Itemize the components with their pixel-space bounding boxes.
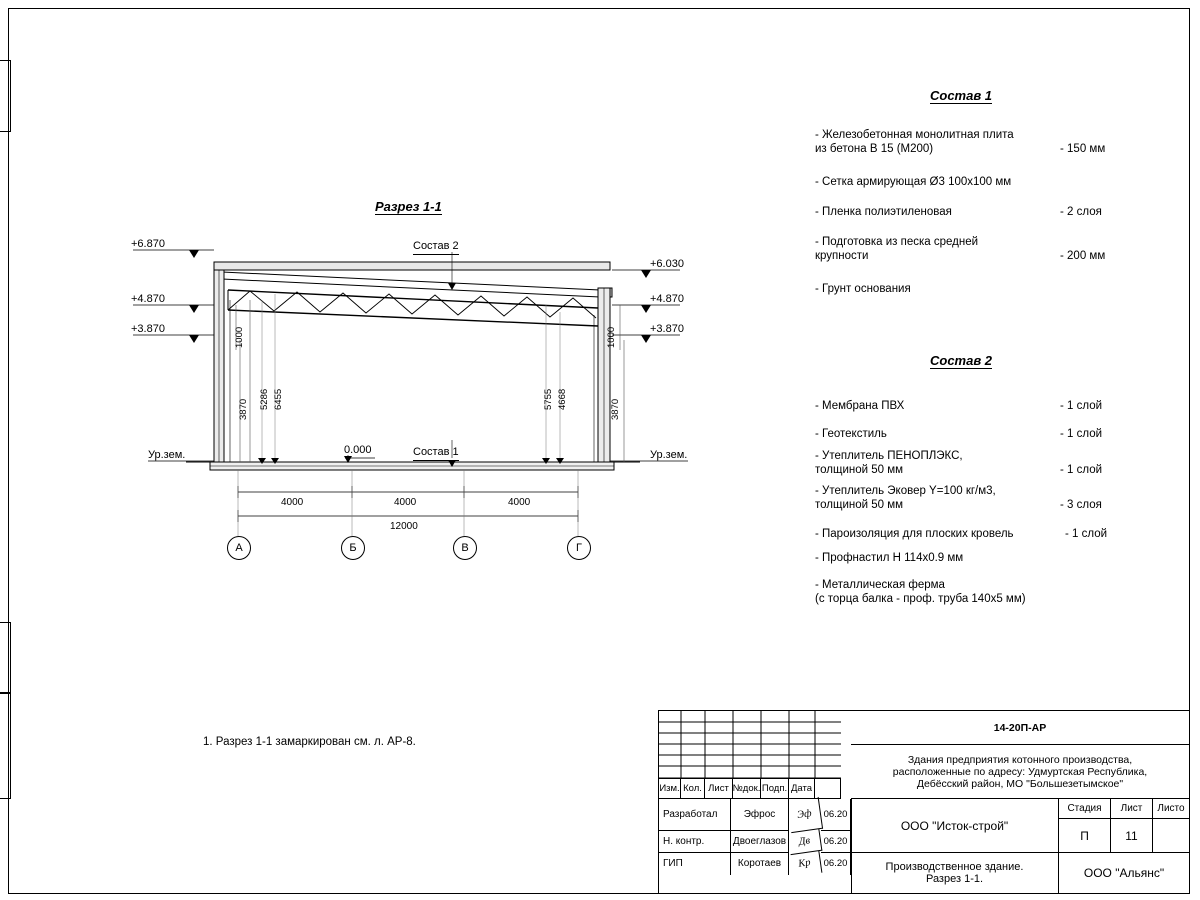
hdim-2: 4000 xyxy=(394,497,417,508)
elevation-right-2: +4.870 xyxy=(650,293,684,305)
elevation-right-3: +3.870 xyxy=(650,323,684,335)
spec-2-title: Состав 2 xyxy=(930,353,993,368)
spec-1-item-3-value: - 200 мм xyxy=(1060,250,1106,262)
tb-sign-0: Эф xyxy=(787,797,823,833)
spec-2-item-0-text: - Мембрана ПВХ xyxy=(815,400,905,412)
tb-sheet-header: Лист xyxy=(1111,799,1153,819)
spec-1-item-1 xyxy=(815,175,1011,189)
spec-1-title: Состав 1 xyxy=(930,88,993,103)
tb-drawing-name xyxy=(851,853,1059,893)
axis-bubble-g: Г xyxy=(567,536,591,560)
tb-name-0: Эфрос xyxy=(731,799,789,831)
tb-grid-left xyxy=(659,711,841,779)
general-note: 1. Разрез 1-1 замаркирован см. л. АР-8. xyxy=(203,736,416,748)
tb-col-data: Дата xyxy=(789,779,815,799)
tb-role-0: Разработал xyxy=(659,799,731,831)
spec-2-item-3-text2: толщиной 50 мм xyxy=(815,499,904,511)
spec-2-item-4-text: - Пароизоляция для плоских кровель xyxy=(815,528,1014,540)
spec-1-item-0 xyxy=(815,128,1106,156)
tb-stage-header: Стадия xyxy=(1059,799,1111,819)
tb-col-ndok: №док. xyxy=(733,779,761,799)
hdim-total: 12000 xyxy=(390,521,418,532)
tb-col-spacer xyxy=(815,779,841,799)
callout-sostav-2: Состав 2 xyxy=(413,240,459,255)
spec-2-item-3 xyxy=(815,484,1102,512)
spec-1-item-0-text: - Железобетонная монолитная плита xyxy=(815,129,1014,141)
tb-drawing-name-2: Разрез 1-1. xyxy=(925,873,984,885)
spec-2-item-1-text: - Геотекстиль xyxy=(815,428,887,440)
tb-object-line-2: расположенные по адресу: Удмуртская Республика, xyxy=(892,765,1148,778)
tb-object xyxy=(851,745,1189,799)
spec-1-item-4-text: - Грунт основания xyxy=(815,283,911,295)
tb-col-list: Лист xyxy=(705,779,733,799)
tb-col-podp: Подп. xyxy=(761,779,789,799)
spec-2-item-2-value: - 1 слой xyxy=(1060,464,1103,476)
tb-name-1: Двоеглазов xyxy=(731,831,789,853)
tb-name-2: Коротаев xyxy=(731,853,789,875)
spec-2-item-4 xyxy=(815,527,1108,541)
tb-date-1: 06.20 xyxy=(821,831,851,853)
elevation-left-1: +6.870 xyxy=(131,238,165,250)
elevation-left-2: +4.870 xyxy=(131,293,165,305)
vdim-left-5286: 5286 xyxy=(259,388,270,410)
spec-2-item-4-value: - 1 слой xyxy=(1065,528,1108,540)
spec-1-item-0-value: - 150 мм xyxy=(1060,143,1106,155)
spec-2-item-6 xyxy=(815,578,1026,606)
spec-2-item-6-text2: (с торца балка - проф. труба 140х5 мм) xyxy=(815,593,1026,605)
spec-2-item-2 xyxy=(815,449,1103,477)
spec-2-item-3-value: - 3 слоя xyxy=(1060,499,1102,511)
spec-2-item-2-text: - Утеплитель ПЕНОПЛЭКС, xyxy=(815,450,963,462)
vdim-right-5755: 5755 xyxy=(543,388,554,410)
tb-stage-value: П xyxy=(1059,819,1111,853)
tb-col-kol: Кол. xyxy=(681,779,705,799)
hdim-1: 4000 xyxy=(281,497,304,508)
vdim-left-1000: 1000 xyxy=(234,326,245,348)
axis-bubble-v: В xyxy=(453,536,477,560)
spec-2-item-0-value: - 1 слой xyxy=(1060,400,1103,412)
ground-level-left: Ур.зем. xyxy=(148,449,186,461)
tb-role-2: ГИП xyxy=(659,853,731,875)
tb-role-1: Н. контр. xyxy=(659,831,731,853)
spec-1-item-3-text: - Подготовка из песка средней xyxy=(815,236,979,248)
elevation-left-3: +3.870 xyxy=(131,323,165,335)
spec-2-item-5-text: - Профнастил Н 114х0.9 мм xyxy=(815,552,964,564)
tb-code: 14-20П-АР xyxy=(851,711,1189,745)
ground-level-right: Ур.зем. xyxy=(650,449,688,461)
tb-drawing-name-1: Производственное здание. xyxy=(885,861,1024,873)
vdim-right-1000: 1000 xyxy=(606,326,617,348)
tb-col-izm: Изм. xyxy=(659,779,681,799)
tb-date-2: 06.20 xyxy=(821,853,851,875)
vdim-left-3870: 3870 xyxy=(238,398,249,420)
spec-1-item-2 xyxy=(815,205,1102,219)
elevation-zero: 0.000 xyxy=(344,444,372,456)
vdim-right-4668: 4668 xyxy=(557,388,568,410)
spec-1-item-1-text: - Сетка армирующая Ø3 100х100 мм xyxy=(815,176,1012,188)
spec-1-item-3 xyxy=(815,235,1106,263)
tb-object-line-3: Дебёсский район, МО "Большезетымское" xyxy=(916,777,1124,790)
tb-sheet-value: 11 xyxy=(1111,819,1153,853)
spec-2-item-1 xyxy=(815,427,1103,441)
tb-sheets-header: Листо xyxy=(1153,799,1189,819)
spec-1-item-2-value: - 2 слоя xyxy=(1060,206,1102,218)
spec-2-item-0 xyxy=(815,399,1103,413)
section-title: Разрез 1-1 xyxy=(375,199,442,214)
tb-date-0: 06.20 xyxy=(821,799,851,831)
vdim-right-3870: 3870 xyxy=(610,398,621,420)
spec-1-item-4 xyxy=(815,282,911,296)
spec-1-item-2-text: - Пленка полиэтиленовая xyxy=(815,206,952,218)
spec-2-item-1-value: - 1 слой xyxy=(1060,428,1103,440)
axis-bubble-a: А xyxy=(227,536,251,560)
tb-sheets-value xyxy=(1153,819,1189,853)
spec-2-item-3-text: - Утеплитель Эковер Y=100 кг/м3, xyxy=(815,485,996,497)
tb-sign-1: Дв xyxy=(788,829,823,855)
tb-contractor: ООО "Исток-строй" xyxy=(851,799,1059,853)
elevation-right-1: +6.030 xyxy=(650,258,684,270)
title-block xyxy=(658,710,1190,894)
hdim-3: 4000 xyxy=(508,497,531,508)
spec-2-item-5 xyxy=(815,551,963,565)
tb-sign-2: Кр xyxy=(788,851,823,877)
spec-1-item-0-text2: из бетона В 15 (М200) xyxy=(815,143,934,155)
spec-1-item-3-text2: крупности xyxy=(815,250,869,262)
callout-sostav-1: Состав 1 xyxy=(413,446,459,461)
axis-bubble-b: Б xyxy=(341,536,365,560)
vdim-left-6455: 6455 xyxy=(273,388,284,410)
tb-object-line-1: Здания предприятия котонного производства, xyxy=(907,753,1133,766)
tb-designer: ООО "Альянс" xyxy=(1083,866,1165,880)
spec-2-item-6-text: - Металлическая ферма xyxy=(815,579,945,591)
spec-2-item-2-text2: толщиной 50 мм xyxy=(815,464,904,476)
